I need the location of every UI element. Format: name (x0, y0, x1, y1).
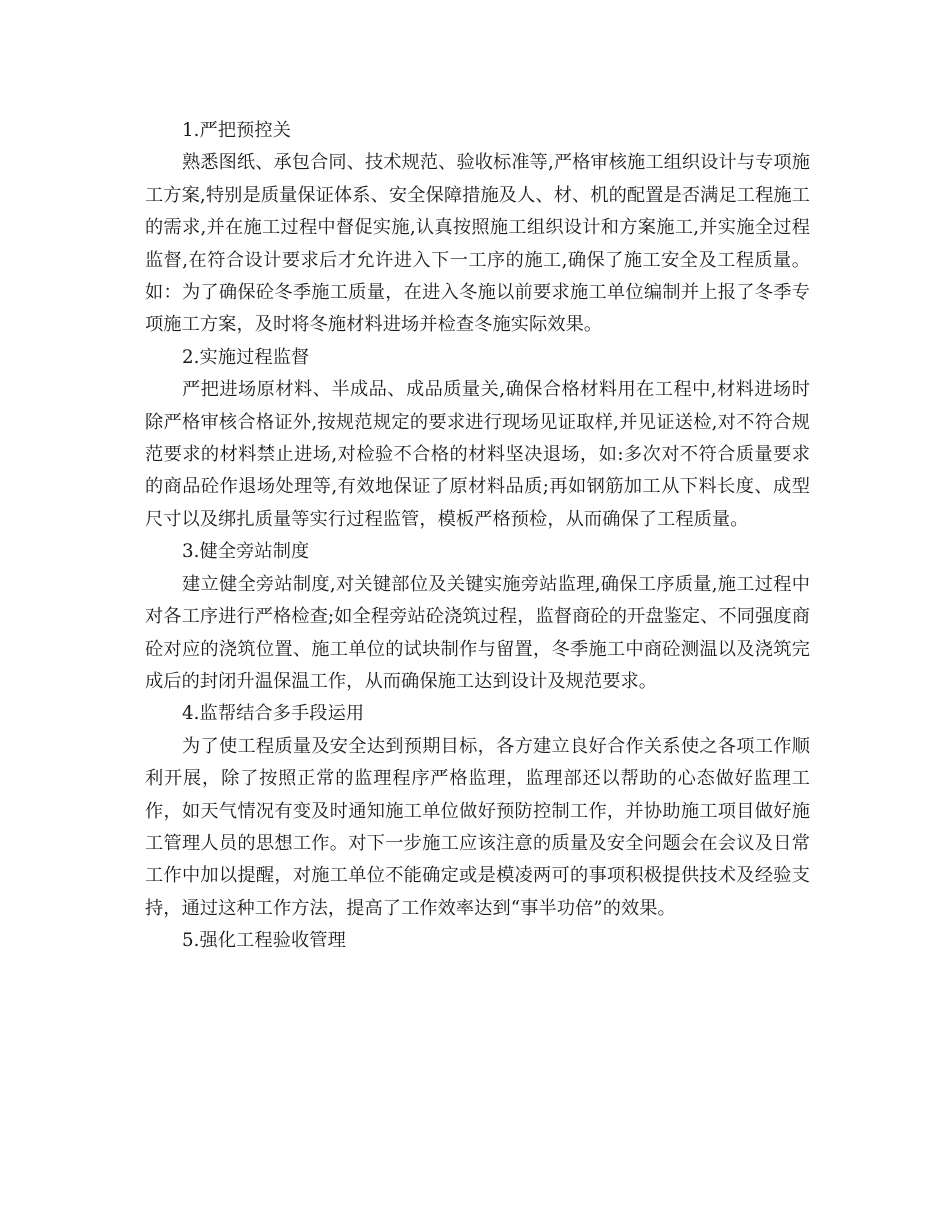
section-heading-5: 5.强化工程验收管理 (182, 930, 346, 952)
section-heading-2: 2.实施过程监督 (182, 346, 310, 368)
section-paragraph-2: 严把进场原材料、半成品、成品质量关,确保合格材料用在工程中,材料进场时除严格审核合格证外,按规范规定的要求进行现场见证取样,并见证送检,对不符合规范要求的材料禁止进场,对检验不合格的材料坚决退场，如:多次对不符合质量要求的商品砼作退场处理等,有效地保证了原材料品质;再如钢筋加工从下料长度、成型尺寸以及绑扎质量等实行过程监管，模板严格预检，从而确保了工程质量。 (145, 379, 810, 530)
document-body (145, 115, 810, 958)
section-heading-1: 1.严把预控关 (182, 120, 291, 141)
section-heading-3: 3.健全旁站制度 (182, 541, 310, 563)
section-paragraph-4: 为了使工程质量及安全达到预期目标，各方建立良好合作关系使之各项工作顺利开展，除了按照正常的监理程序严格监理，监理部还以帮助的心态做好监理工作，如天气情况有变及时通知施工单位做好预防控制工作，并协助施工项目做好施工管理人员的思想工作。对下一步施工应该注意的质量及安全问题会在会议及日常工作中加以提醒，对施工单位不能确定或是模凌两可的事项积极提供技术及经验支持，通过这种工作方法，提高了工作效率达到“事半功倍”的效果。 (145, 735, 810, 919)
section-heading-4: 4.监帮结合多手段运用 (182, 703, 365, 725)
section-paragraph-1: 熟悉图纸、承包合同、技术规范、验收标准等,严格审核施工组织设计与专项施工方案,特别是质量保证体系、安全保障措施及人、材、机的配置是否满足工程施工的需求,并在施工过程中督促实施,认真按照施工组织设计和方案施工,并实施全过程监督,在符合设计要求后才允许进入下一工序的施工,确保了施工安全及工程质量。如：为了确保砼冬季施工质量，在进入冬施以前要求施工单位编制并上报了冬季专项施工方案，及时将冬施材料进场并检查冬施实际效果。 (145, 152, 810, 336)
section-paragraph-3: 建立健全旁站制度,对关键部位及关键实施旁站监理,确保工序质量,施工过程中对各工序进行严格检查;如全程旁站砼浇筑过程，监督商砼的开盘鉴定、不同强度商砼对应的浇筑位置、施工单位的试块制作与留置，冬季施工中商砼测温以及浇筑完成后的封闭升温保温工作，从而确保施工达到设计及规范要求。 (145, 573, 810, 692)
